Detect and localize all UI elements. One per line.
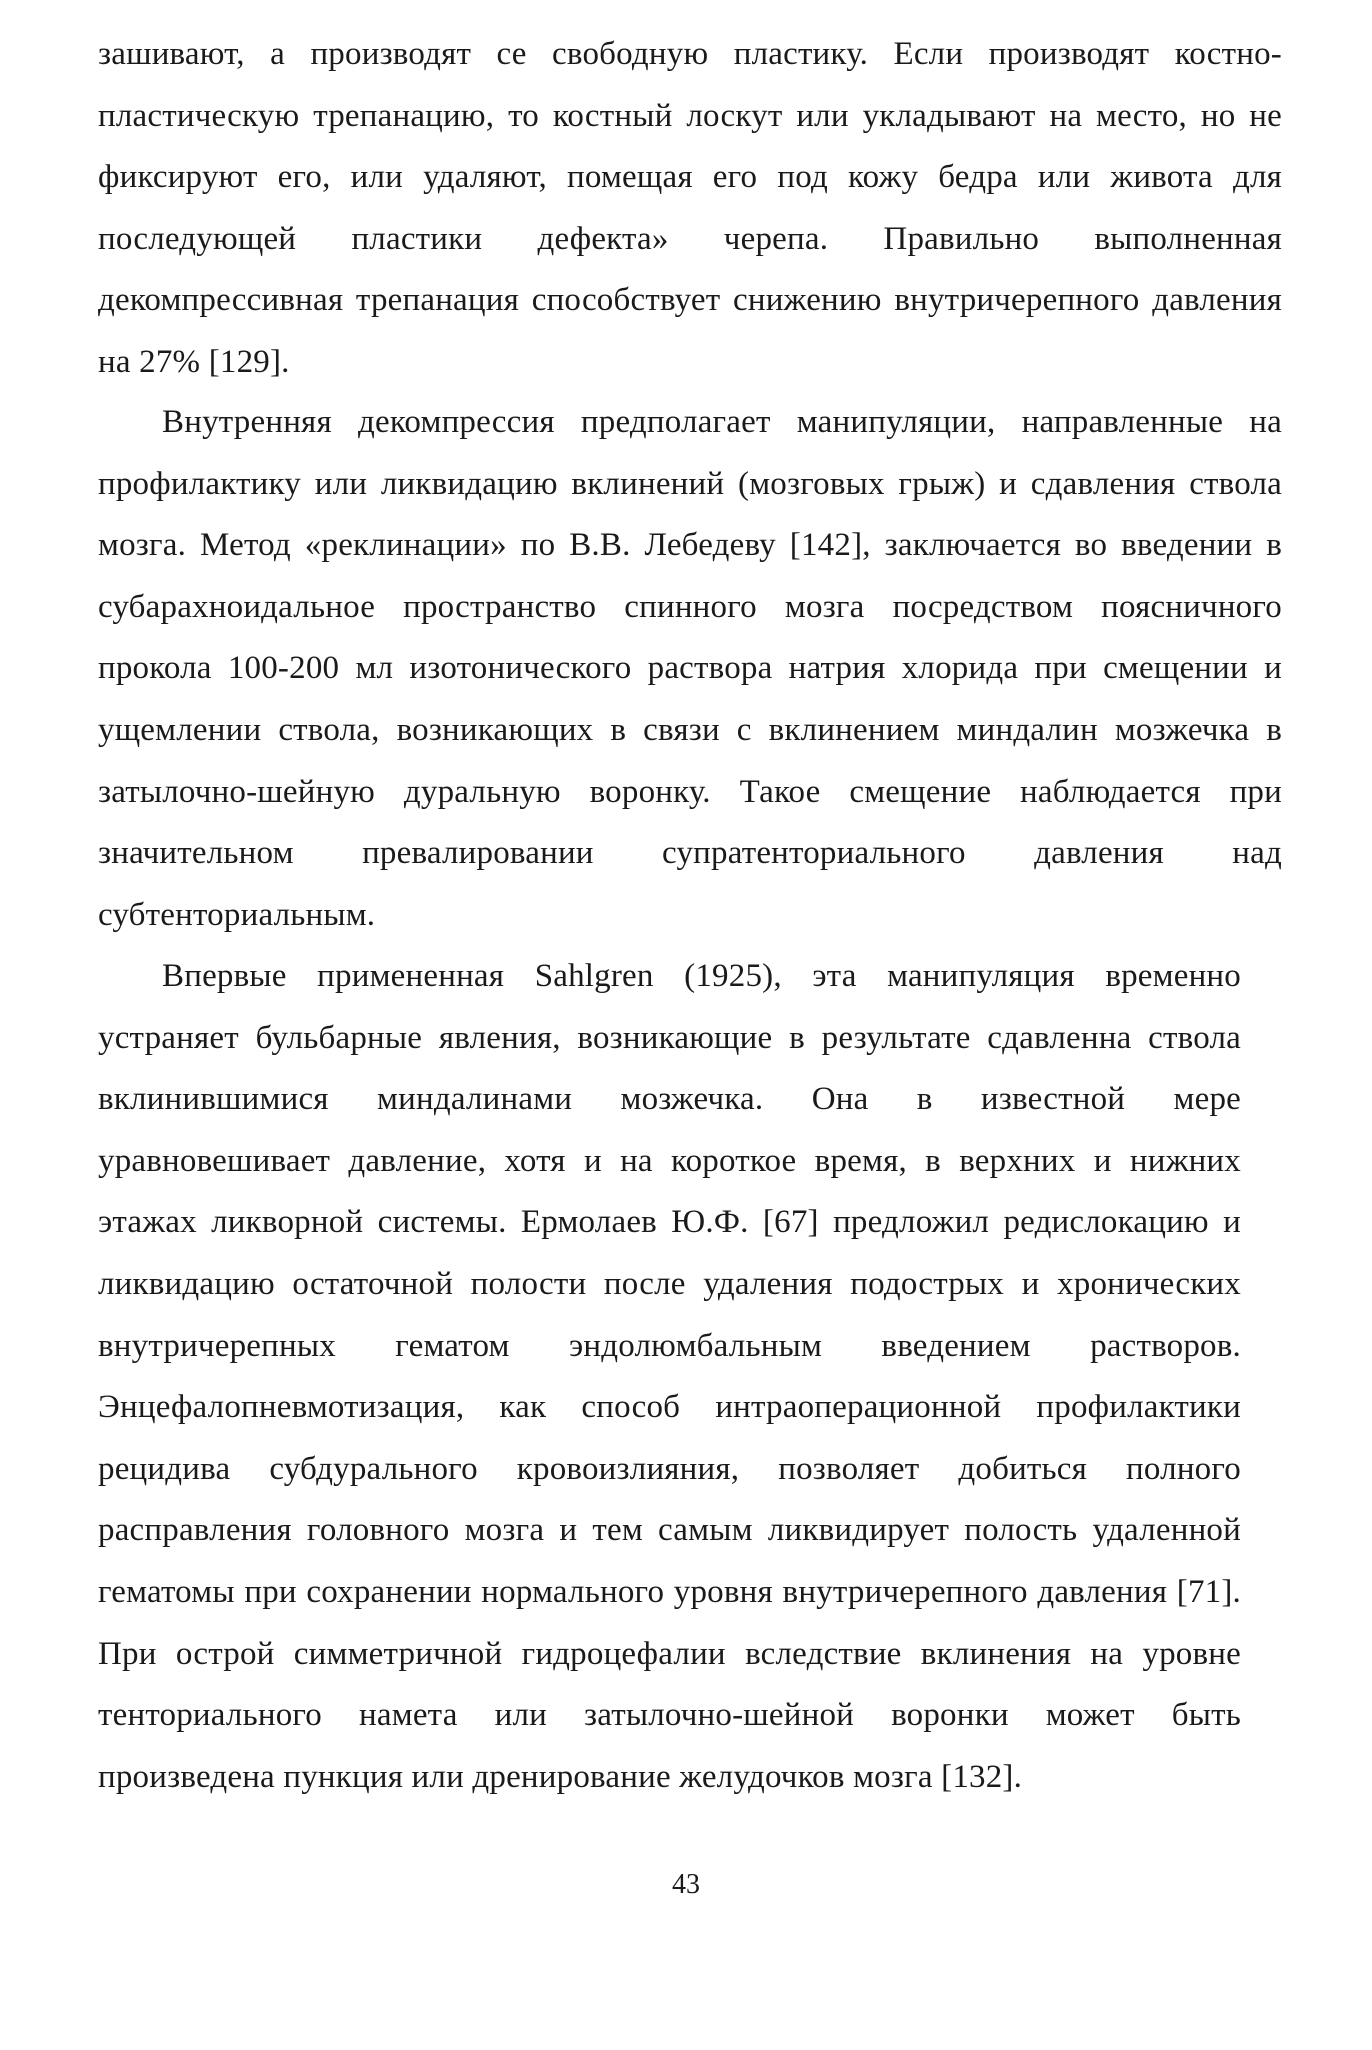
text-block-continuation — [98, 24, 1282, 394]
paragraph-internal-decompression: Внутренняя декомпрессия предполагает манипуляции, направленные на профилактику или ликвидацию вклинений (мозговых грыж) и сдавления ствола мозга. Метод «реклинации» по В.В. Лебедеву [142], заключается во введении в субарахноидальное пространство спинного мозга посредством поясничного прокола 100-200 мл изотонического раствора натрия хлорида при смещении и ущемлении ствола, возникающих в связи с вклинением миндалин мозжечка в затылочно-шейную дуральную воронку. Такое смещение наблюдается при значительном превалировании супратенториального давления над субтенториальным. — [98, 404, 1282, 933]
paragraph-decompressive-trepanation: зашивают, а производят се свободную пластику. Если производят костно-пластическую трепанацию, то костный лоскут или укладывают на место, но не фиксируют его, или удаляют, помещая его под кожу бедра или живота для последующей пластики дефекта» черепа. Правильно выполненная декомпрессивная трепанация способствует снижению внутричерепного давления на 27% [129]. — [98, 36, 1282, 380]
page-number: 43 — [672, 1869, 700, 1900]
text-block-sahlgren — [98, 946, 1241, 1808]
text-block-internal-decompression — [98, 392, 1282, 946]
paragraph-sahlgren-manipulation: Впервые примененная Sahlgren (1925), эта манипуляция временно устраняет бульбарные явления, возникающие в результате сдавленна ствола вклинившимися миндалинами мозжечка. Она в известной мере уравновешивает давление, хотя и на короткое время, в верхних и нижних этажах ликворной системы. Ермолаев Ю.Ф. [67] предложил редислокацию и ликвидацию остаточной полости после удаления подострых и хронических внутричерепных гематом эндолюмбальным введением растворов. Энцефалопневмотизация, как способ интраоперационной профилактики рецидива субдурального кровоизлияния, позволяет добиться полного расправления головного мозга и тем самым ликвидирует полость удаленной гематомы при сохранении нормального уровня внутричерепного давления [71]. При острой симметричной гидроцефалии вследствие вклинения на уровне тенториального намета или затылочно-шейной воронки может быть произведена пункция или дренирование желудочков мозга [132]. — [98, 958, 1241, 1795]
